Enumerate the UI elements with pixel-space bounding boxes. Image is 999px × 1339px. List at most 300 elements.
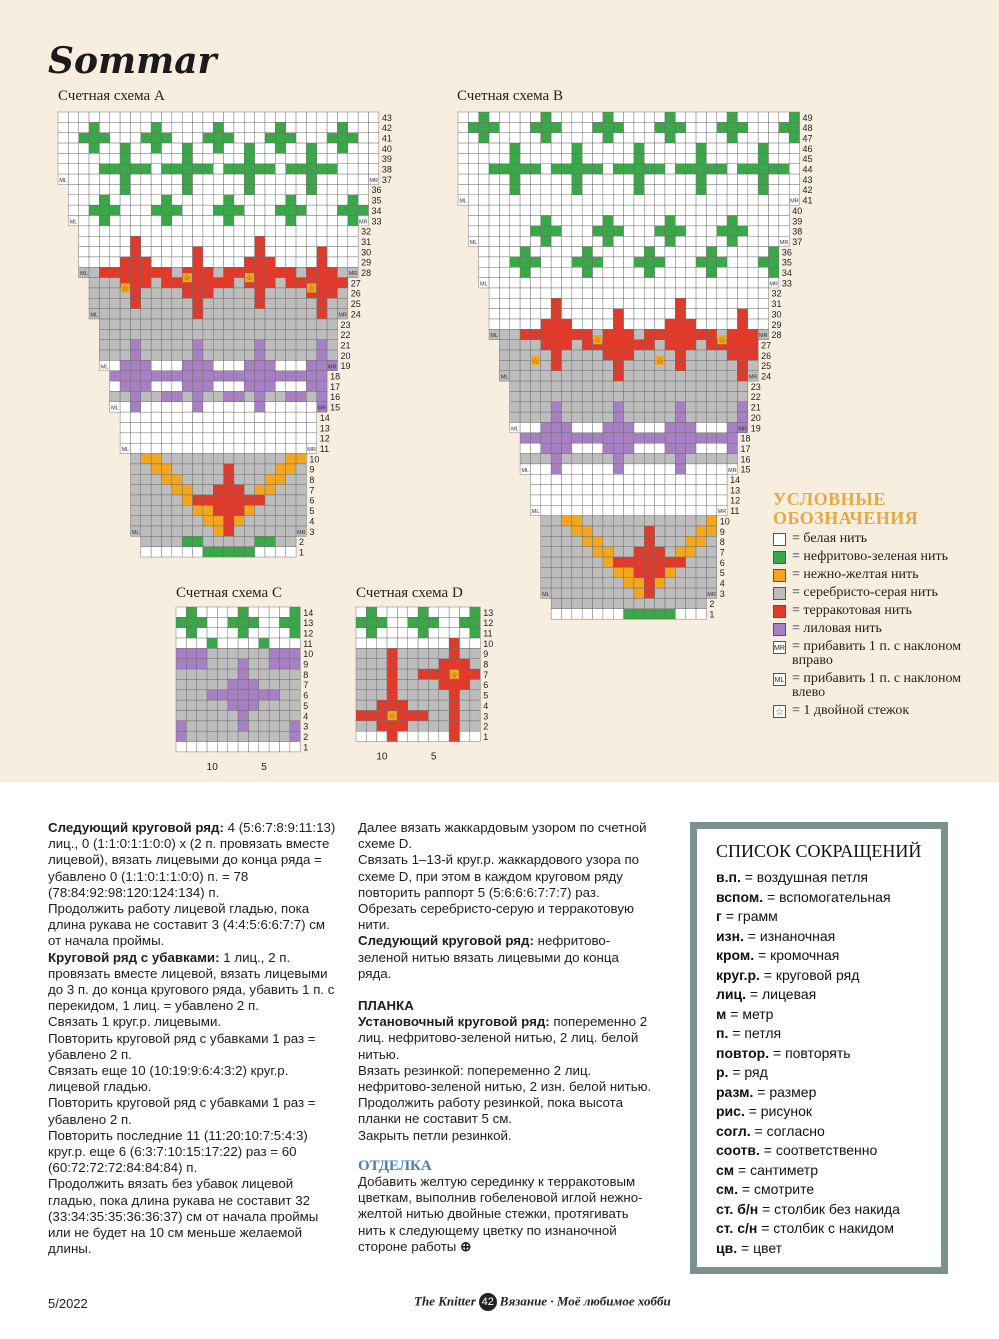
stitch-cell	[748, 153, 758, 163]
stitch-cell	[151, 267, 161, 277]
stitch-cell	[541, 433, 551, 443]
stitch-cell	[162, 288, 172, 298]
stitch-cell	[603, 329, 613, 339]
row-number: 29	[361, 257, 372, 268]
row-number: 13	[303, 618, 314, 629]
stitch-cell	[213, 174, 223, 184]
stitch-cell	[162, 495, 172, 505]
stitch-cell	[418, 628, 428, 638]
stitch-cell	[665, 278, 675, 288]
stitch-cell	[624, 588, 634, 598]
stitch-cell	[582, 112, 592, 122]
stitch-cell	[358, 164, 368, 174]
stitch-cell	[686, 433, 696, 443]
stitch-cell	[141, 402, 151, 412]
page-number-badge: 42	[479, 1293, 497, 1311]
stitch-cell	[130, 236, 140, 246]
section-heading-otdelka: ОТДЕЛКА	[358, 1157, 432, 1174]
stitch-cell	[213, 257, 223, 267]
stitch-cell	[234, 402, 244, 412]
stitch-cell	[203, 309, 213, 319]
stitch-cell	[655, 505, 665, 515]
stitch-cell	[551, 454, 561, 464]
stitch-cell	[479, 267, 489, 277]
stitch-cell	[717, 174, 727, 184]
stitch-cell	[207, 721, 217, 731]
stitch-cell	[286, 433, 296, 443]
stitch-cell	[275, 547, 285, 557]
stitch-cell	[255, 153, 265, 163]
stitch-cell	[244, 153, 254, 163]
stitch-cell	[224, 381, 234, 391]
stitch-cell	[162, 257, 172, 267]
stitch-cell	[428, 711, 438, 721]
stitch-cell	[551, 567, 561, 577]
stitch-cell	[280, 607, 290, 617]
stitch-cell	[644, 371, 654, 381]
stitch-cell	[572, 257, 582, 267]
stitch-cell	[151, 319, 161, 329]
stitch-cell	[562, 526, 572, 536]
stitch-cell	[727, 350, 737, 360]
stitch-cell	[593, 412, 603, 422]
stitch-cell	[265, 391, 275, 401]
stitch-cell	[213, 516, 223, 526]
stitch-cell	[655, 464, 665, 474]
stitch-cell	[582, 298, 592, 308]
stitch-cell	[306, 205, 316, 215]
stitch-cell	[624, 495, 634, 505]
stitch-cell	[203, 195, 213, 205]
stitch-cell	[717, 153, 727, 163]
stitch-cell	[265, 267, 275, 277]
stitch-cell	[244, 371, 254, 381]
row-number: 3	[719, 588, 725, 599]
stitch-cell	[162, 133, 172, 143]
legend-item	[773, 550, 993, 564]
stitch-cell	[224, 174, 234, 184]
stitch-cell	[789, 174, 799, 184]
abbreviation-key: р.	[716, 1064, 729, 1080]
abbreviation-item	[716, 1063, 927, 1083]
stitch-cell	[613, 112, 623, 122]
stitch-cell	[68, 112, 78, 122]
stitch-cell	[665, 588, 675, 598]
stitch-cell	[675, 578, 685, 588]
stitch-cell	[727, 122, 737, 132]
stitch-cell	[120, 402, 130, 412]
stitch-cell	[224, 536, 234, 546]
stitch-cell	[706, 288, 716, 298]
stitch-cell	[696, 505, 706, 515]
stitch-cell	[717, 454, 727, 464]
stitch-cell	[255, 174, 265, 184]
stitch-cell	[255, 257, 265, 267]
stitch-cell	[265, 298, 275, 308]
page-title: Sommar	[48, 40, 217, 82]
stitch-cell	[110, 298, 120, 308]
stitch-cell	[317, 288, 327, 298]
stitch-cell	[286, 381, 296, 391]
row-number: 3	[309, 526, 315, 537]
stitch-cell	[727, 423, 737, 433]
stitch-cell	[162, 205, 172, 215]
row-number: 9	[309, 464, 315, 475]
stitch-cell	[428, 628, 438, 638]
stitch-cell	[758, 133, 768, 143]
stitch-cell	[337, 236, 347, 246]
stitch-cell	[255, 195, 265, 205]
stitch-cell	[224, 112, 234, 122]
stitch-cell	[655, 195, 665, 205]
stitch-cell	[317, 226, 327, 236]
legend-item	[773, 586, 993, 600]
stitch-cell	[387, 721, 397, 731]
stitch-cell	[479, 174, 489, 184]
stitch-cell	[130, 350, 140, 360]
stitch-cell	[356, 711, 366, 721]
legend-item-text: = прибавить 1 п. с наклоном вправо	[792, 639, 962, 668]
stitch-cell	[213, 184, 223, 194]
stitch-cell	[387, 690, 397, 700]
stitch-cell	[286, 495, 296, 505]
stitch-cell	[182, 205, 192, 215]
stitch-cell	[439, 679, 449, 689]
stitch-cell	[203, 464, 213, 474]
stitch-cell	[162, 340, 172, 350]
mr-mark: MR	[296, 529, 306, 536]
stitch-cell	[541, 495, 551, 505]
stitch-cell	[130, 391, 140, 401]
stitch-cell	[296, 391, 306, 401]
stitch-cell	[748, 174, 758, 184]
stitch-cell	[520, 360, 530, 370]
stitch-cell	[130, 360, 140, 370]
stitch-cell	[358, 184, 368, 194]
stitch-cell	[717, 216, 727, 226]
stitch-cell	[551, 578, 561, 588]
stitch-cell	[130, 454, 140, 464]
stitch-cell	[377, 617, 387, 627]
stitch-cell	[449, 607, 459, 617]
stitch-cell	[468, 184, 478, 194]
stitch-cell	[499, 236, 509, 246]
stitch-cell	[624, 485, 634, 495]
stitch-cell	[758, 257, 768, 267]
stitch-cell	[572, 578, 582, 588]
stitch-cell	[203, 267, 213, 277]
stitch-cell	[99, 267, 109, 277]
stitch-cell	[234, 236, 244, 246]
stitch-cell	[624, 391, 634, 401]
stitch-cell	[789, 122, 799, 132]
stitch-cell	[499, 226, 509, 236]
stitch-cell	[582, 205, 592, 215]
chart-d-grid	[356, 607, 506, 777]
stitch-cell	[696, 360, 706, 370]
stitch-cell	[110, 195, 120, 205]
stitch-cell	[449, 628, 459, 638]
stitch-cell	[224, 360, 234, 370]
stitch-cell	[696, 164, 706, 174]
stitch-cell	[224, 454, 234, 464]
stitch-cell	[541, 578, 551, 588]
stitch-cell	[686, 443, 696, 453]
stitch-cell	[696, 340, 706, 350]
stitch-cell	[286, 340, 296, 350]
stitch-cell	[582, 267, 592, 277]
stitch-cell	[224, 319, 234, 329]
stitch-cell	[259, 711, 269, 721]
abbreviation-key: кром.	[716, 947, 755, 963]
stitch-cell	[603, 578, 613, 588]
stitch-cell	[520, 443, 530, 453]
paragraph: Продолжить вязать без убавок лицевой гладью, пока длина рукава не составит 32 (33:34:35:35:36:36:37) см от начала проймы или не будет на 10 см меньше желаемой длины.	[48, 1176, 319, 1257]
stitch-cell	[306, 236, 316, 246]
stitch-cell	[717, 164, 727, 174]
stitch-cell	[255, 423, 265, 433]
stitch-cell	[151, 216, 161, 226]
stitch-cell	[151, 433, 161, 443]
stitch-cell	[655, 133, 665, 143]
stitch-cell	[130, 371, 140, 381]
stitch-cell	[737, 153, 747, 163]
stitch-cell	[358, 153, 368, 163]
stitch-cell	[530, 226, 540, 236]
stitch-cell	[460, 638, 470, 648]
stitch-cell	[172, 402, 182, 412]
stitch-cell	[572, 329, 582, 339]
stitch-cell	[582, 516, 592, 526]
stitch-cell	[172, 350, 182, 360]
stitch-cell	[489, 298, 499, 308]
stitch-cell	[141, 454, 151, 464]
stitch-cell	[244, 360, 254, 370]
stitch-cell	[244, 112, 254, 122]
stitch-cell	[327, 319, 337, 329]
stitch-cell	[520, 267, 530, 277]
stitch-cell	[562, 557, 572, 567]
stitch-cell	[120, 350, 130, 360]
row-number: 22	[750, 392, 761, 403]
stitch-cell	[286, 402, 296, 412]
stitch-cell	[582, 184, 592, 194]
stitch-cell	[706, 578, 716, 588]
legend-item-text: = нефритово-зеленая нить	[792, 549, 949, 564]
stitch-cell	[737, 174, 747, 184]
stitch-cell	[428, 679, 438, 689]
stitch-cell	[213, 288, 223, 298]
stitch-cell	[151, 298, 161, 308]
stitch-cell	[727, 257, 737, 267]
row-number: 37	[792, 236, 803, 247]
stitch-cell	[572, 433, 582, 443]
stitch-cell	[460, 690, 470, 700]
stitch-cell	[255, 298, 265, 308]
stitch-cell	[265, 454, 275, 464]
stitch-cell	[162, 298, 172, 308]
stitch-cell	[151, 381, 161, 391]
stitch-cell	[737, 391, 747, 401]
stitch-cell	[530, 195, 540, 205]
stitch-cell	[489, 174, 499, 184]
stitch-cell	[593, 536, 603, 546]
legend-item	[773, 604, 993, 618]
stitch-cell	[686, 153, 696, 163]
stitch-cell	[110, 278, 120, 288]
stitch-cell	[696, 495, 706, 505]
stitch-cell	[582, 340, 592, 350]
stitch-cell	[130, 216, 140, 226]
stitch-cell	[141, 184, 151, 194]
row-number: 32	[771, 288, 782, 299]
stitch-cell	[280, 742, 290, 752]
stitch-cell	[458, 164, 468, 174]
stitch-cell	[193, 391, 203, 401]
stitch-cell	[275, 184, 285, 194]
stitch-cell	[675, 567, 685, 577]
stitch-cell	[306, 298, 316, 308]
stitch-cell	[265, 433, 275, 443]
stitch-cell	[234, 319, 244, 329]
stitch-cell	[593, 360, 603, 370]
stitch-cell	[572, 112, 582, 122]
stitch-cell	[603, 381, 613, 391]
stitch-cell	[110, 112, 120, 122]
stitch-cell	[644, 350, 654, 360]
stitch-cell	[675, 267, 685, 277]
stitch-cell	[572, 360, 582, 370]
stitch-cell	[593, 609, 603, 619]
stitch-cell	[182, 309, 192, 319]
stitch-cell	[286, 547, 296, 557]
stitch-cell	[286, 247, 296, 257]
stitch-cell	[530, 309, 540, 319]
stitch-cell	[717, 278, 727, 288]
stitch-cell	[634, 423, 644, 433]
stitch-cell	[193, 443, 203, 453]
stitch-cell	[727, 391, 737, 401]
stitch-cell	[224, 195, 234, 205]
stitch-cell	[259, 721, 269, 731]
stitch-cell	[696, 184, 706, 194]
stitch-cell	[460, 648, 470, 658]
stitch-cell	[130, 164, 140, 174]
stitch-cell	[717, 350, 727, 360]
stitch-cell	[706, 526, 716, 536]
stitch-cell	[366, 731, 376, 741]
stitch-cell	[530, 288, 540, 298]
row-number: 11	[483, 628, 493, 639]
stitch-cell	[244, 381, 254, 391]
stitch-cell	[737, 216, 747, 226]
stitch-cell	[551, 588, 561, 598]
stitch-cell	[572, 495, 582, 505]
stitch-cell	[572, 143, 582, 153]
stitch-cell	[727, 133, 737, 143]
stitch-cell	[644, 505, 654, 515]
stitch-cell	[397, 700, 407, 710]
stitch-cell	[224, 257, 234, 267]
stitch-cell	[327, 226, 337, 236]
stitch-cell	[551, 288, 561, 298]
stitch-cell	[286, 195, 296, 205]
stitch-cell	[706, 474, 716, 484]
stitch-cell	[193, 247, 203, 257]
stitch-cell	[172, 278, 182, 288]
stitch-cell	[203, 536, 213, 546]
stitch-cell	[696, 278, 706, 288]
stitch-cell	[551, 278, 561, 288]
stitch-cell	[706, 464, 716, 474]
stitch-cell	[99, 350, 109, 360]
stitch-cell	[213, 205, 223, 215]
stitch-cell	[217, 700, 227, 710]
stitch-cell	[665, 174, 675, 184]
stitch-cell	[172, 195, 182, 205]
row-number: 43	[381, 112, 392, 123]
ml-mark: ML	[531, 509, 540, 516]
stitch-cell	[259, 617, 269, 627]
stitch-cell	[644, 433, 654, 443]
stitch-cell	[439, 648, 449, 658]
mr-mark: MR	[759, 333, 768, 340]
stitch-cell	[458, 153, 468, 163]
stitch-cell	[717, 371, 727, 381]
stitch-cell	[748, 309, 758, 319]
stitch-cell	[572, 133, 582, 143]
stitch-cell	[89, 216, 99, 226]
stitch-cell	[130, 143, 140, 153]
stitch-cell	[675, 216, 685, 226]
stitch-cell	[224, 443, 234, 453]
stitch-cell	[779, 226, 789, 236]
stitch-cell	[172, 226, 182, 236]
stitch-cell	[172, 133, 182, 143]
stitch-cell	[551, 505, 561, 515]
row-number: 3	[483, 711, 489, 722]
stitch-cell	[613, 391, 623, 401]
abbreviation-key: см	[716, 1161, 735, 1178]
stitch-cell	[706, 547, 716, 557]
stitch-cell	[265, 381, 275, 391]
stitch-cell	[151, 454, 161, 464]
stitch-cell	[727, 329, 737, 339]
paragraph: Повторить последние 11 (11:20:10:7:5:4:3) круг.р. еще 6 (6:3:7:10:15:17:22) раз = 60 (60:72:72:72:84:84:84) п.	[48, 1127, 308, 1176]
paragraph-text: Добавить желтую серединку к терракотовым цветкам, выполнив гобеленовой иглой нежно-желтой нитью двойные стежки, протягивать нить к следующему цветку по изнаночной стороне работы	[358, 1174, 643, 1254]
stitch-cell	[665, 247, 675, 257]
row-number: 33	[371, 216, 382, 227]
stitch-cell	[337, 153, 347, 163]
stitch-cell	[366, 700, 376, 710]
stitch-cell	[265, 526, 275, 536]
stitch-cell	[603, 216, 613, 226]
stitch-cell	[418, 638, 428, 648]
stitch-cell	[562, 174, 572, 184]
stitch-cell	[644, 133, 654, 143]
stitch-cell	[337, 164, 347, 174]
footer-brand	[414, 1293, 671, 1311]
stitch-cell	[470, 700, 480, 710]
ml-mark: ML	[121, 447, 130, 454]
stitch-cell	[172, 360, 182, 370]
stitch-cell	[582, 122, 592, 132]
stitch-cell	[665, 164, 675, 174]
row-number: 9	[483, 649, 489, 660]
stitch-cell	[296, 371, 306, 381]
stitch-cell	[130, 412, 140, 422]
stitch-cell	[530, 454, 540, 464]
